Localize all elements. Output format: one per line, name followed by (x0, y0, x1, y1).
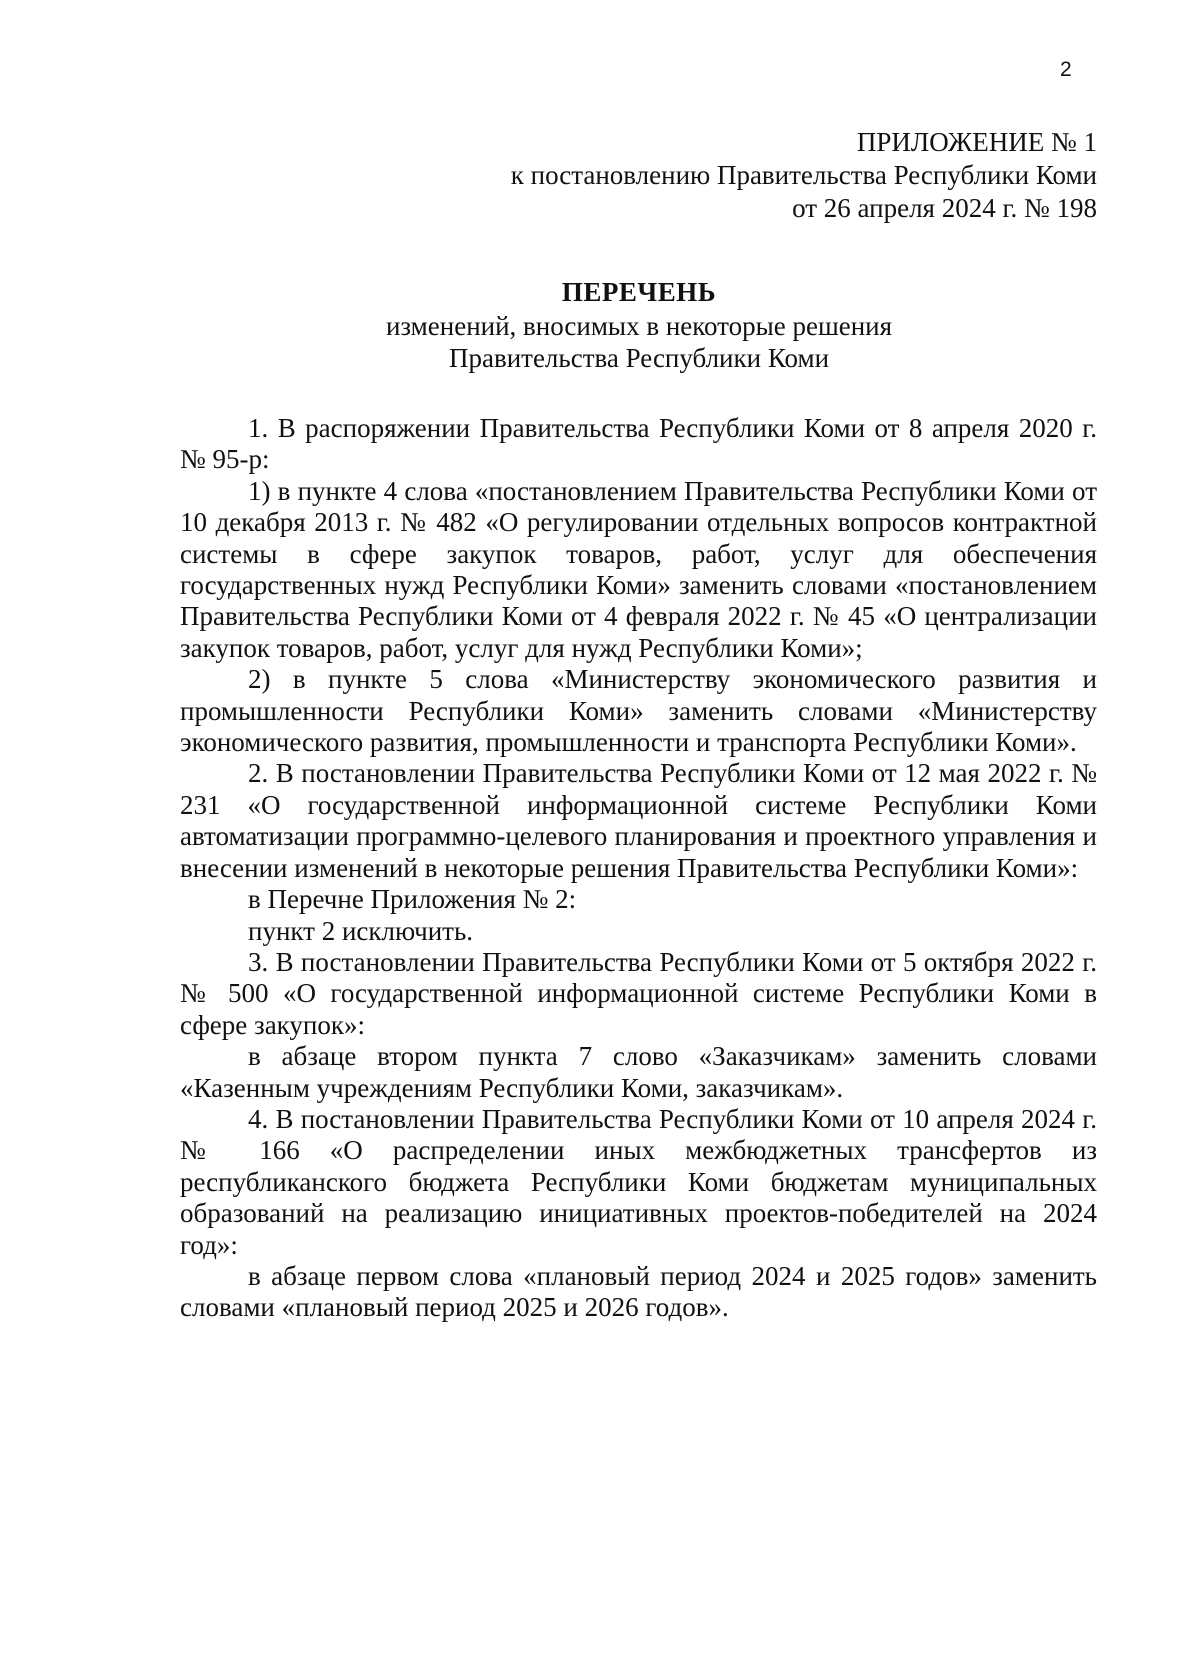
document-body (180, 413, 1097, 1324)
approval-appendix-line: ПРИЛОЖЕНИЕ № 1 (856, 127, 1097, 157)
paragraph-4-detail: в абзаце первом слова «плановый период 2024 и 2025 годов» заменить словами «плановый период 2025 и 2026 годов». (180, 1260, 1097, 1323)
paragraph-2-detail-2: пункт 2 исключить. (248, 915, 474, 946)
document-subtitle-line-2: Правительства Республики Коми (448, 343, 830, 373)
paragraph-2: 2. В постановлении Правительства Республики Коми от 12 мая 2022 г. № 231 «О государственной информационной системе Республики Коми автоматизации программно-целевого планирования и проектного управления и внесении изменений в некоторые решения Правительства Республики Коми»: (180, 758, 1097, 883)
paragraph-1-subitem-2: 2) в пункте 5 слова «Министерству экономического развития и промышленности Республики Коми» заменить словами «Министерству экономического развития, промышленности и транспорта Республики Коми». (180, 664, 1097, 758)
paragraph-4: 4. В постановлении Правительства Республики Коми от 10 апреля 2024 г. № 166 «О распределении иных межбюджетных трансфертов из республиканского бюджета Республики Коми бюджетам муниципальных образований на реализацию инициативных проектов-победителей на 2024 год»: (180, 1103, 1097, 1260)
approval-resolution-line: к постановлению Правительства Республики Коми (510, 160, 1097, 190)
document-title-block (0, 276, 1200, 374)
document-title: ПЕРЕЧЕНЬ (561, 277, 717, 307)
paragraph-3-detail: в абзаце втором пункта 7 слово «Заказчикам» заменить словами «Казенным учреждениям Республики Коми, заказчикам». (180, 1041, 1097, 1103)
approval-date-line: от 26 апреля 2024 г. № 198 (792, 193, 1097, 223)
approval-block (511, 126, 1097, 225)
paragraph-1-subitem-1: 1) в пункте 4 слова «постановлением Правительства Республики Коми от 10 декабря 2013 г. № 482 «О регулировании отдельных вопросов контрактной системы в сфере закупок товаров, работ, услуг для обеспечения государственных нужд Республики Коми» заменить словами «постановлением Правительства Республики Коми от 4 февраля 2022 г. № 45 «О централизации закупок товаров, работ, услуг для нужд Республики Коми»; (180, 475, 1097, 663)
paragraph-2-detail-1: в Перечне Приложения № 2: (248, 884, 577, 915)
page-number: 2 (1060, 58, 1072, 81)
document-subtitle-line-1: изменений, вносимых в некоторые решения (385, 311, 893, 341)
paragraph-3: 3. В постановлении Правительства Республики Коми от 5 октября 2022 г. № 500 «О государственной информационной системе Республики Коми в сфере закупок»: (180, 946, 1097, 1040)
paragraph-1: 1. В распоряжении Правительства Республики Коми от 8 апреля 2020 г. № 95-р: (180, 413, 1097, 475)
